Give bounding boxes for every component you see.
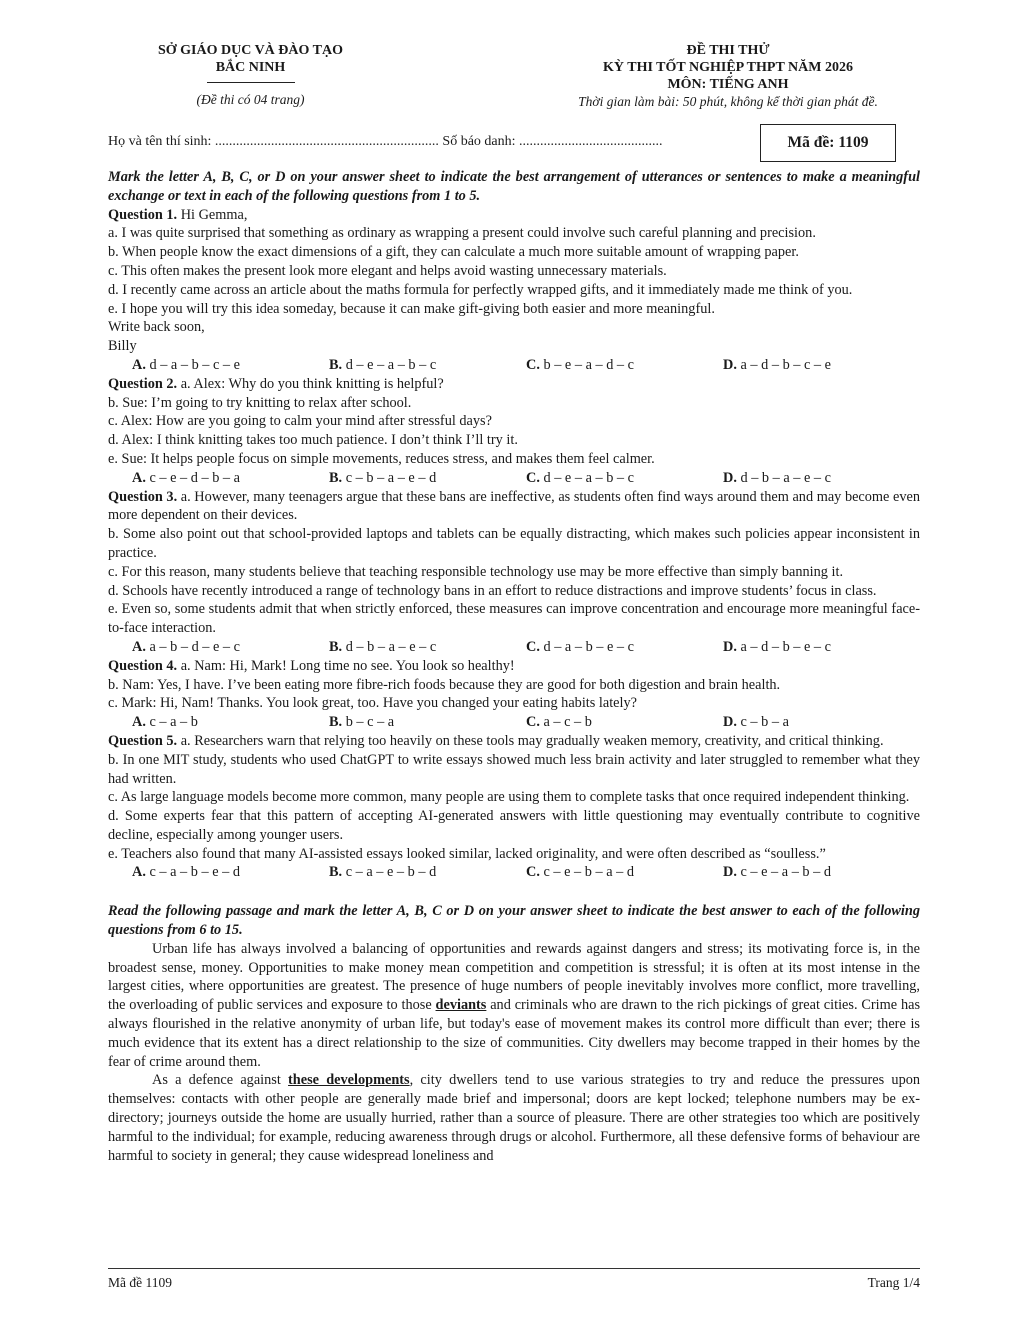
answer-options — [108, 356, 920, 375]
section-gap — [108, 882, 920, 900]
candidate-fields: Họ và tên thí sinh: ................................................................ Số báo danh: ......................................... — [108, 134, 663, 149]
option-letter: D. — [723, 864, 737, 881]
option-text: b – c – a — [345, 714, 395, 731]
question-block — [108, 657, 920, 732]
exam-title-block — [488, 42, 968, 110]
section2-instruction: Read the following passage and mark the letter A, B, C or D on your answer sheet to indicate the best answer to each of the following questions from 6 to 15. — [108, 903, 920, 939]
question-line: Write back soon, — [108, 319, 205, 336]
question-block — [108, 375, 920, 488]
footer-exam-code: Mã đề 1109 — [108, 1275, 172, 1290]
question-text: a. Researchers warn that relying too heavily on these tools may gradually weaken memory, creativity, and critical thinking. — [177, 732, 884, 749]
passage-text: , city dwellers tend to use various strategies to try and reduce the pressures upon themselves: contacts with other people are generally made brief and impersonal; doors are kept locked; telephone numbers may be ex-directory; journeys outside the home are usually hurried, rather than a source of pleasure. There are other strategies too which are positively harmful to the individual; for example, reducing awareness through drugs or alcohol. Furthermore, all these defensive forms of behaviour are harmful to society in general; they cause widespread loneliness and — [108, 1072, 921, 1164]
answer-option[interactable] — [723, 863, 920, 882]
answer-option[interactable] — [132, 713, 329, 732]
answer-option[interactable] — [526, 638, 723, 657]
passage-text: and criminals who are drawn to the rich pickings of great cities. Crime has always flourished in the relative anonymity of urban life, but today's ease of movement makes its control more difficult than ever; there is much evidence that its extent has a direct relationship to the size of communities. City dwellers may become trapped in their homes by the fear of crime around them. — [108, 997, 921, 1070]
option-letter: C. — [526, 469, 540, 486]
option-text: a – d – b – c – e — [740, 356, 832, 373]
option-text: c – a – e – b – d — [345, 864, 437, 881]
option-text: c – e – b – a – d — [543, 864, 635, 881]
question-block — [108, 206, 920, 375]
option-text: a – c – b — [543, 714, 592, 731]
question-line: c. This often makes the present look more elegant and helps avoid wasting unnecessary materials. — [108, 262, 667, 279]
question-label: Question 1. — [108, 206, 178, 223]
answer-options — [108, 638, 920, 657]
page-count-note: (Đề thi có 04 trang) — [196, 92, 305, 107]
option-letter: C. — [526, 714, 540, 731]
answer-option[interactable] — [132, 863, 329, 882]
option-text: c – e – d – b – a — [149, 469, 241, 486]
option-letter: C. — [526, 638, 540, 655]
option-letter: A. — [132, 638, 146, 655]
question-line: e. Teachers also found that many AI-assisted essays looked similar, lacked originality, and were often described as “soulless.” — [108, 845, 826, 862]
question-line: d. Some experts fear that this pattern of accepting AI-generated answers with little questioning may eventually contribute to cognitive decline, especially among younger users. — [108, 808, 920, 843]
question-label: Question 2. — [108, 375, 178, 392]
question-block — [108, 732, 920, 882]
highlighted-phrase-these-developments: these developments — [288, 1072, 410, 1089]
option-text: d – b – a – e – c — [345, 638, 437, 655]
question-line: b. Sue: I’m going to try knitting to relax after school. — [108, 394, 412, 411]
option-text: d – b – a – e – c — [740, 469, 832, 486]
answer-option[interactable] — [132, 356, 329, 375]
option-letter: A. — [132, 356, 146, 373]
passage-text: Urban life has always involved a balancing of opportunities and rewards against dangers and stress; its motivating force is, in the broadest sense, money. Opportunities to make money mean competition and competition is stressful; it is often at its most intense in the largest cities, where opportunities are greatest. The presence of huge numbers of people inevitably involves more conflict, more travelling, the overloading of public services and exposure to those — [108, 940, 920, 1014]
answer-options — [108, 713, 920, 732]
option-letter: C. — [526, 356, 540, 373]
question-line: c. Mark: Hi, Nam! Thanks. You look great, too. Have you changed your eating habits lately? — [108, 695, 637, 712]
footer-page-number: Trang 1/4 — [867, 1275, 920, 1290]
question-text: a. Nam: Hi, Mark! Long time no see. You look so healthy! — [177, 657, 515, 674]
question-line: c. As large language models become more common, many people are using them to complete tasks that once required independent thinking. — [108, 789, 910, 806]
question-line: c. For this reason, many students believe that teaching responsible technology use may be more effective than simply banning it. — [108, 563, 844, 580]
answer-option[interactable] — [526, 713, 723, 732]
question-label: Question 3. — [108, 488, 178, 505]
page-footer — [108, 1268, 920, 1291]
subject: MÔN: TIẾNG ANH — [667, 77, 789, 92]
exam-page — [108, 40, 920, 1165]
question-text: a. Alex: Why do you think knitting is helpful? — [177, 375, 444, 392]
passage-paragraph-1 — [108, 940, 920, 1072]
option-letter: D. — [723, 638, 737, 655]
question-line: e. I hope you will try this idea someday, because it can make gift-giving both easier and more meaningful. — [108, 300, 715, 317]
question-line: d. Alex: I think knitting takes too much patience. I don’t think I’ll try it. — [108, 432, 518, 449]
option-text: c – b – a – e – d — [345, 469, 437, 486]
question-line: b. In one MIT study, students who used ChatGPT to write essays showed much less brain activity and later struggled to remember what they had written. — [108, 751, 920, 787]
option-letter: D. — [723, 469, 737, 486]
answer-option[interactable] — [723, 356, 920, 375]
question-line: e. Sue: It helps people focus on simple movements, reduces stress, and makes them feel calmer. — [108, 450, 655, 467]
answer-option[interactable] — [526, 469, 723, 488]
option-letter: D. — [723, 356, 737, 373]
option-text: c – a – b — [149, 714, 198, 731]
option-letter: A. — [132, 469, 146, 486]
answer-option[interactable] — [329, 863, 526, 882]
question-first-line — [108, 206, 920, 225]
section1-instruction: Mark the letter A, B, C, or D on your answer sheet to indicate the best arrangement of utterances or sentences to make a meaningful exchange or text in each of the following questions from 1 to 5. — [108, 169, 920, 204]
option-letter: B. — [329, 638, 343, 655]
option-text: a – d – b – e – c — [740, 638, 832, 655]
option-text: a – b – d – e – c — [149, 638, 241, 655]
answer-options — [108, 863, 920, 882]
question-line: Billy — [108, 338, 137, 355]
exam-type: ĐỀ THI THỬ — [686, 43, 770, 58]
question-label: Question 4. — [108, 657, 178, 674]
answer-option[interactable] — [132, 469, 329, 488]
department-block — [108, 42, 393, 108]
answer-option[interactable] — [329, 638, 526, 657]
answer-option[interactable] — [329, 356, 526, 375]
option-letter: A. — [132, 864, 146, 881]
header-divider — [207, 82, 295, 83]
question-first-line — [108, 732, 920, 751]
answer-option[interactable] — [526, 863, 723, 882]
answer-option[interactable] — [329, 469, 526, 488]
question-block — [108, 488, 920, 657]
option-letter: D. — [723, 714, 737, 731]
question-line: e. Even so, some students admit that when strictly enforced, these measures can improve concentration and encourage more meaningful face-to-face interaction. — [108, 601, 920, 637]
answer-option[interactable] — [329, 713, 526, 732]
option-text: d – e – a – b – c — [345, 356, 437, 373]
question-list — [108, 206, 920, 883]
question-text: a. However, many teenagers argue that these bans are ineffective, as students often find ways around them and may become even more dependent on their devices. — [108, 488, 920, 524]
option-letter: A. — [132, 714, 146, 731]
option-text: b – e – a – d – c — [543, 356, 635, 373]
exam-header — [108, 40, 920, 118]
answer-option[interactable] — [723, 638, 920, 657]
question-line: c. Alex: How are you going to calm your mind after stressful days? — [108, 413, 492, 430]
province-name: BẮC NINH — [215, 60, 286, 75]
option-text: c – e – a – b – d — [740, 864, 832, 881]
question-line: a. I was quite surprised that something as ordinary as wrapping a present could involve such careful planning and precision. — [108, 225, 816, 242]
passage-paragraph-2 — [108, 1071, 920, 1165]
highlighted-word-deviants: deviants — [435, 997, 487, 1014]
option-letter: B. — [329, 864, 343, 881]
option-letter: C. — [526, 864, 540, 881]
question-line: b. Nam: Yes, I have. I’ve been eating more fibre-rich foods because they are good for both digestion and brain health. — [108, 676, 781, 693]
answer-option[interactable] — [723, 713, 920, 732]
exam-name: KỲ THI TỐT NGHIỆP THPT NĂM 2026 — [603, 60, 853, 75]
question-line: d. I recently came across an article about the maths formula for perfectly wrapped gifts, and it immediately made me think of you. — [108, 281, 853, 298]
question-first-line — [108, 488, 920, 526]
question-first-line — [108, 375, 920, 394]
option-text: d – e – a – b – c — [543, 469, 635, 486]
question-line: b. When people know the exact dimensions of a gift, they can calculate a much more suitable amount of wrapping paper. — [108, 244, 799, 261]
question-first-line — [108, 657, 920, 676]
candidate-info — [108, 124, 920, 166]
question-text: Hi Gemma, — [177, 206, 248, 223]
time-note: Thời gian làm bài: 50 phút, không kể thời gian phát đề. — [578, 94, 878, 109]
option-text: d – a – b – e – c — [543, 638, 635, 655]
answer-option[interactable] — [132, 638, 329, 657]
question-line: b. Some also point out that school-provided laptops and tablets can be equally distracting, which makes such policies appear inconsistent in practice. — [108, 526, 920, 561]
question-label: Question 5. — [108, 732, 178, 749]
exam-code-box: Mã đề: 1109 — [760, 124, 896, 162]
answer-options — [108, 469, 920, 488]
option-text: c – a – b – e – d — [149, 864, 241, 881]
option-text: c – b – a — [740, 714, 789, 731]
option-letter: B. — [329, 714, 343, 731]
question-line: d. Schools have recently introduced a range of technology bans in an effort to reduce distractions and improve students’ focus in class. — [108, 582, 877, 599]
option-text: d – a – b – c – e — [149, 356, 241, 373]
option-letter: B. — [329, 356, 343, 373]
option-letter: B. — [329, 469, 343, 486]
answer-option[interactable] — [526, 356, 723, 375]
department-name: SỞ GIÁO DỤC VÀ ĐÀO TẠO — [157, 43, 343, 58]
passage-text: As a defence against — [152, 1072, 289, 1089]
answer-option[interactable] — [723, 469, 920, 488]
